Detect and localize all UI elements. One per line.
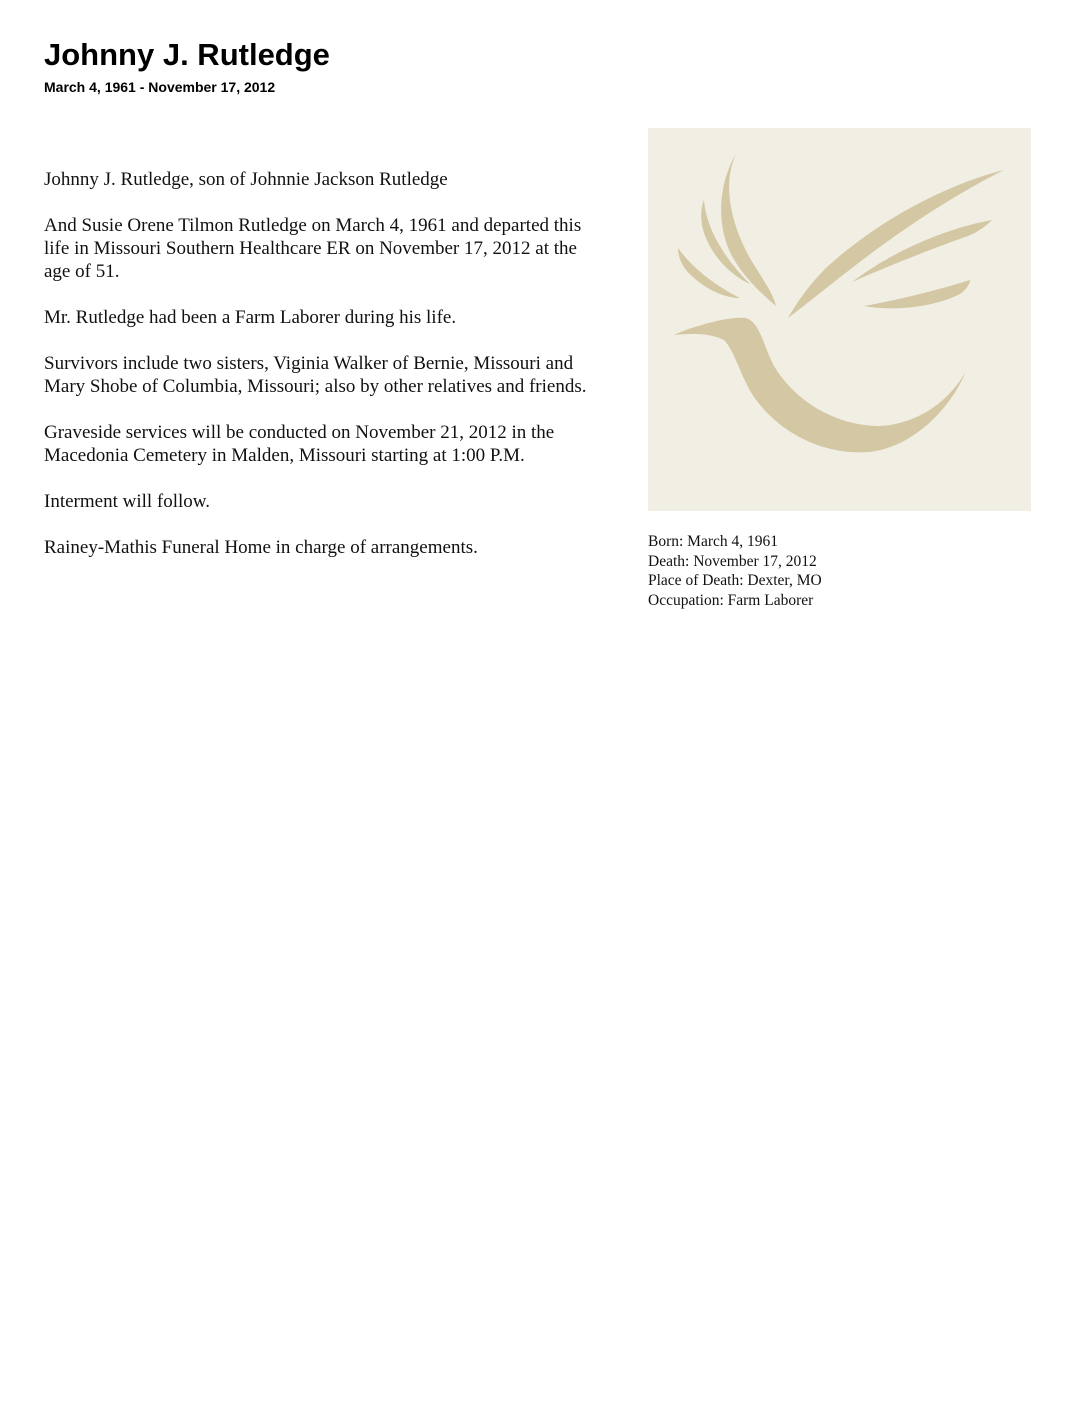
life-dates: March 4, 1961 - November 17, 2012 xyxy=(44,79,276,95)
dove-icon xyxy=(648,128,1031,511)
obituary-paragraph: Survivors include two sisters, Viginia Walker of Bernie, Missouri and Mary Shobe of Columbia, Missouri; also by other relatives and friends. xyxy=(44,353,587,397)
born-fact: Born: March 4, 1961 xyxy=(648,533,779,550)
death-fact: Death: November 17, 2012 xyxy=(648,552,817,570)
memorial-photo xyxy=(648,128,1031,511)
occupation-fact: Occupation: Farm Laborer xyxy=(648,591,814,609)
obituary-name-title: Johnny J. Rutledge xyxy=(44,37,330,72)
obituary-paragraph: Rainey-Mathis Funeral Home in charge of arrangements. xyxy=(44,537,478,558)
obituary-paragraph: Interment will follow. xyxy=(44,491,211,512)
obituary-paragraph: Mr. Rutledge had been a Farm Laborer during his life. xyxy=(44,307,457,328)
obituary-body xyxy=(44,168,604,582)
place-of-death-fact: Place of Death: Dexter, MO xyxy=(648,572,822,589)
obituary-paragraph: Johnny J. Rutledge, son of Johnnie Jackson Rutledge xyxy=(44,169,448,190)
obituary-paragraph: Graveside services will be conducted on November 21, 2012 in the Macedonia Cemetery in Malden, Missouri starting at 1:00 P.M. xyxy=(44,422,555,466)
obituary-paragraph: And Susie Orene Tilmon Rutledge on March 4, 1961 and departed this life in Missouri Southern Healthcare ER on November 17, 2012 at the age of 51. xyxy=(44,215,582,282)
vital-facts xyxy=(648,532,1048,610)
